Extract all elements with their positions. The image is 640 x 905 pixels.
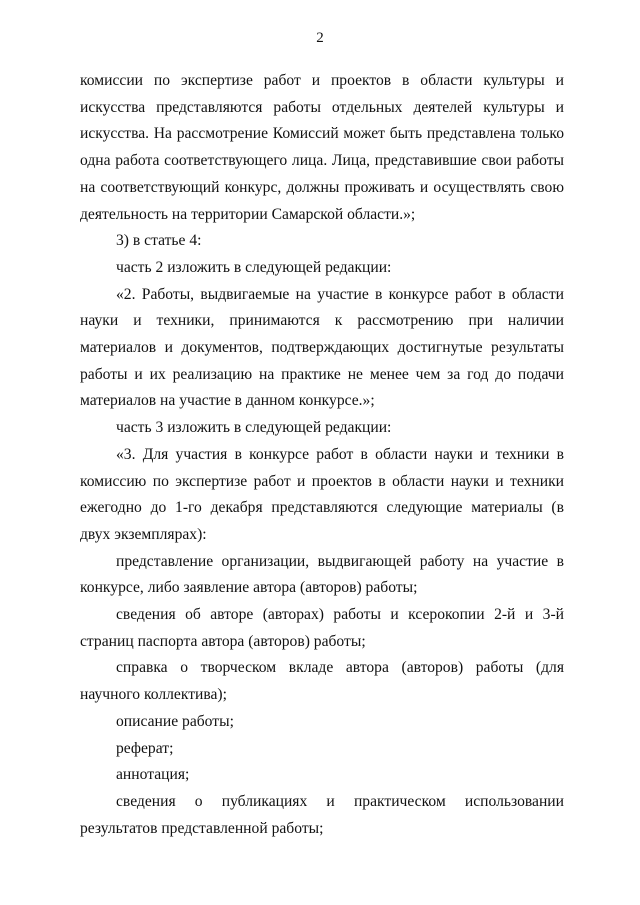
list-item-annotation: аннотация; [116,766,190,784]
list-item-abstract: реферат; [116,739,174,757]
paragraph-part-2-intro: часть 2 изложить в следующей редакции: [116,258,392,276]
list-item-description: описание работы; [116,712,234,730]
list-item-publications: сведения о публикациях и практическом использовании результатов представленной работы; [80,792,564,837]
paragraph-part-2-text: «2. Работы, выдвигаемые на участие в конкурсе работ в области науки и техники, принимаются к рассмотрению при наличии материалов и документов, подтверждающих достигнутые результаты работы и их реализацию на практике не менее чем за год до подачи материалов на участие в данном конкурсе.»; [80,285,564,410]
document-body [80,68,564,842]
list-item-author-info: сведения об авторе (авторах) работы и ксерокопии 2-й и 3-й страниц паспорта автора (авторов) работы; [80,606,564,650]
paragraph-item-3: 3) в статье 4: [116,232,202,250]
list-item-submission: представление организации, выдвигающей работу на участие в конкурсе, либо заявление автора (авторов) работы; [80,552,564,597]
list-item-contribution: справка о творческом вкладе автора (авторов) работы (для научного коллектива); [80,659,564,704]
paragraph-part-3-text: «3. Для участия в конкурсе работ в области науки и техники в комиссию по экспертизе работ и проектов в области науки и техники ежегодно до 1-го декабря представляются следующие материалы (в двух экземплярах): [80,445,564,543]
page-number: 2 [316,30,324,46]
paragraph-part-3-intro: часть 3 изложить в следующей редакции: [116,419,392,437]
paragraph-continuation: комиссии по экспертизе работ и проектов в области культуры и искусства представляются работы отдельных деятелей культуры и искусства. На рассмотрение Комиссий может быть представлена только одна работа соответствующего лица. Лица, представившие свои работы на соответствующий конкурс, должны проживать и осуществлять свою деятельность на территории Самарской области.»; [80,72,564,223]
